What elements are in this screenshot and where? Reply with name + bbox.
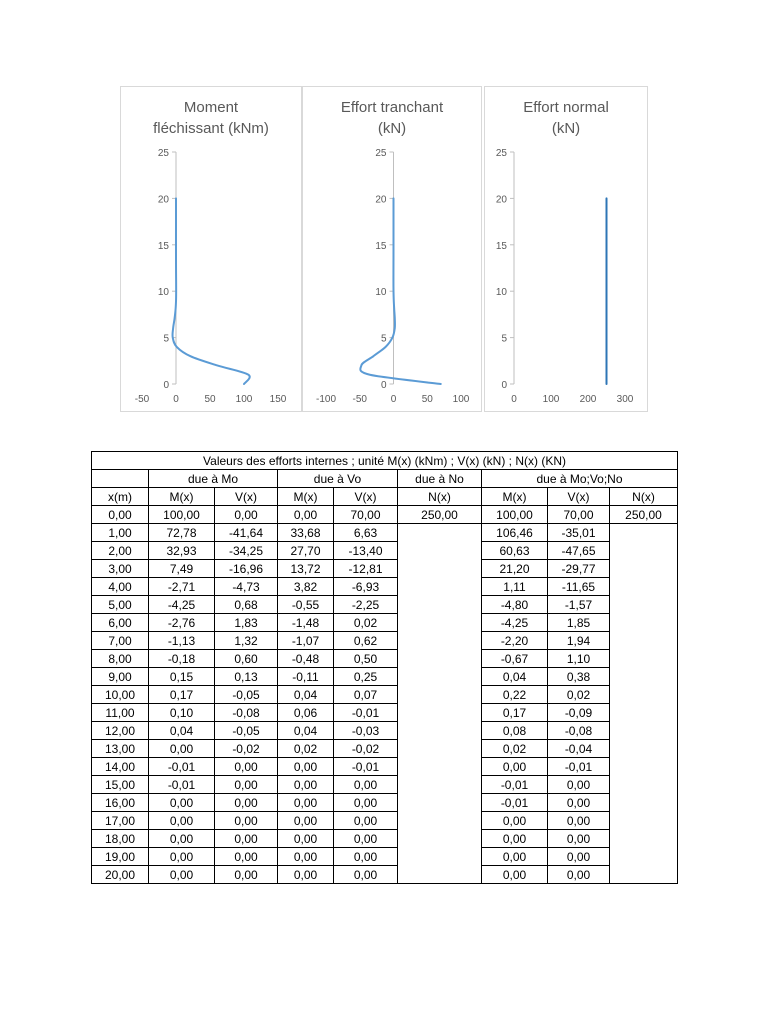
column-header: M(x) <box>278 488 334 506</box>
table-row <box>92 650 678 668</box>
table-cell: 1,94 <box>548 632 610 650</box>
table-group-header-row <box>92 470 678 488</box>
table-cell <box>610 542 678 560</box>
table-cell: -4,80 <box>482 596 548 614</box>
table-cell: 0,02 <box>334 614 398 632</box>
table-cell: 0,38 <box>548 668 610 686</box>
y-tick-label: 15 <box>495 240 507 252</box>
table-cell: 0,00 <box>482 758 548 776</box>
table-cell: -0,05 <box>215 686 278 704</box>
table-cell <box>398 632 482 650</box>
table-cell: 0,00 <box>548 794 610 812</box>
table-row <box>92 740 678 758</box>
table-cell: -34,25 <box>215 542 278 560</box>
table-cell <box>398 560 482 578</box>
table-cell: -0,11 <box>278 668 334 686</box>
table-cell: -0,67 <box>482 650 548 668</box>
y-tick-label: 5 <box>501 333 507 345</box>
x-tick-label: 300 <box>616 394 634 405</box>
y-tick-label: 20 <box>157 194 169 206</box>
table-cell: 0,00 <box>334 776 398 794</box>
table-cell: 17,00 <box>92 812 149 830</box>
y-tick-label: 0 <box>163 380 169 391</box>
table-cell <box>610 740 678 758</box>
table-cell <box>610 578 678 596</box>
table-cell: 0,00 <box>334 794 398 812</box>
table-cell: 7,49 <box>149 560 215 578</box>
table-cell: -2,25 <box>334 596 398 614</box>
table-cell: 0,00 <box>278 506 334 524</box>
table-cell: -41,64 <box>215 524 278 542</box>
table-cell: 20,00 <box>92 866 149 884</box>
table-cell: 12,00 <box>92 722 149 740</box>
table-cell: -0,02 <box>215 740 278 758</box>
table-cell <box>398 740 482 758</box>
table-cell <box>610 668 678 686</box>
x-tick-label: -50 <box>352 394 367 405</box>
column-header: V(x) <box>334 488 398 506</box>
table-cell: 0,04 <box>482 668 548 686</box>
table-cell <box>610 524 678 542</box>
table-cell <box>398 812 482 830</box>
table-cell <box>610 632 678 650</box>
table-cell: 6,63 <box>334 524 398 542</box>
table-cell: 9,00 <box>92 668 149 686</box>
x-tick-label: 150 <box>269 394 287 405</box>
y-tick-label: 25 <box>157 148 169 159</box>
table-cell: 0,62 <box>334 632 398 650</box>
table-row <box>92 524 678 542</box>
column-header: N(x) <box>398 488 482 506</box>
y-tick-label: 25 <box>495 148 507 159</box>
table-cell: 0,04 <box>278 686 334 704</box>
table-cell: -0,05 <box>215 722 278 740</box>
x-tick-label: -50 <box>134 394 150 405</box>
chart-title-line: fléchissant (kNm) <box>153 120 269 137</box>
table-cell <box>398 596 482 614</box>
table-cell: 5,00 <box>92 596 149 614</box>
table-cell: 0,60 <box>215 650 278 668</box>
table-cell: -0,48 <box>278 650 334 668</box>
column-header: M(x) <box>149 488 215 506</box>
table-cell: 60,63 <box>482 542 548 560</box>
table-cell: 0,00 <box>548 866 610 884</box>
table-cell: -0,01 <box>334 758 398 776</box>
table-cell: 0,00 <box>334 848 398 866</box>
column-header: N(x) <box>610 488 678 506</box>
table-row <box>92 578 678 596</box>
table-cell: 0,00 <box>334 812 398 830</box>
table-cell: -0,09 <box>548 704 610 722</box>
table-cell: -29,77 <box>548 560 610 578</box>
table-cell: -1,48 <box>278 614 334 632</box>
table-cell: 250,00 <box>398 506 482 524</box>
y-tick-label: 15 <box>157 240 169 252</box>
table-cell <box>398 686 482 704</box>
table-cell: 0,10 <box>149 704 215 722</box>
chart-effort-normal <box>485 87 649 413</box>
table-row <box>92 848 678 866</box>
table-cell: -0,01 <box>548 758 610 776</box>
table-cell: -4,25 <box>149 596 215 614</box>
y-tick-label: 10 <box>157 287 169 299</box>
table-cell: 0,00 <box>278 866 334 884</box>
table-cell: 0,00 <box>548 776 610 794</box>
table-cell: 0,15 <box>149 668 215 686</box>
column-header: M(x) <box>482 488 548 506</box>
table-cell: 0,00 <box>215 848 278 866</box>
table-cell <box>398 794 482 812</box>
x-tick-label: 200 <box>579 394 597 405</box>
table-cell: -0,04 <box>548 740 610 758</box>
y-tick-label: 5 <box>163 333 169 345</box>
table-cell <box>398 830 482 848</box>
table-cell: 0,00 <box>482 830 548 848</box>
table-row <box>92 596 678 614</box>
table-cell <box>610 596 678 614</box>
table-cell: -0,18 <box>149 650 215 668</box>
table-cell: 0,00 <box>278 848 334 866</box>
table-cell: 0,00 <box>215 830 278 848</box>
table-cell: 18,00 <box>92 830 149 848</box>
group-header-vo: due à Vo <box>278 470 398 488</box>
table-cell: -0,08 <box>548 722 610 740</box>
table-row <box>92 632 678 650</box>
table-cell: -2,71 <box>149 578 215 596</box>
table-row <box>92 722 678 740</box>
table-cell: 0,50 <box>334 650 398 668</box>
table-cell: 0,02 <box>278 740 334 758</box>
table-cell: 10,00 <box>92 686 149 704</box>
table-cell: 0,00 <box>548 812 610 830</box>
table-cell: 1,32 <box>215 632 278 650</box>
table-cell: 0,04 <box>278 722 334 740</box>
table-cell <box>398 776 482 794</box>
x-tick-label: 100 <box>542 394 560 405</box>
table-cell: 0,00 <box>278 758 334 776</box>
table-cell: -16,96 <box>215 560 278 578</box>
table-row <box>92 686 678 704</box>
table-cell: 0,02 <box>482 740 548 758</box>
chart-moment <box>121 87 303 413</box>
table-cell <box>398 650 482 668</box>
table-cell <box>610 614 678 632</box>
table-cell: -0,01 <box>334 704 398 722</box>
table-cell: 4,00 <box>92 578 149 596</box>
table-cell <box>610 686 678 704</box>
table-cell: 0,00 <box>215 794 278 812</box>
table-row <box>92 776 678 794</box>
y-tick-label: 25 <box>375 148 387 159</box>
series-line <box>360 198 440 384</box>
table-cell: -0,01 <box>482 794 548 812</box>
table-cell: 0,00 <box>334 830 398 848</box>
y-tick-label: 10 <box>495 287 507 299</box>
table-row <box>92 830 678 848</box>
table-cell: 0,00 <box>548 848 610 866</box>
table-cell: 1,83 <box>215 614 278 632</box>
table-cell: 0,00 <box>215 776 278 794</box>
table-row <box>92 560 678 578</box>
y-tick-label: 15 <box>375 240 387 252</box>
table-cell: -0,55 <box>278 596 334 614</box>
chart-panel-effort-normal <box>484 86 648 412</box>
x-tick-label: 50 <box>421 394 433 405</box>
table-row <box>92 668 678 686</box>
table-cell: 0,00 <box>215 812 278 830</box>
table-cell: 0,68 <box>215 596 278 614</box>
table-cell: -6,93 <box>334 578 398 596</box>
table-cell: 70,00 <box>334 506 398 524</box>
column-header: V(x) <box>215 488 278 506</box>
table-cell: 1,00 <box>92 524 149 542</box>
table-cell: 0,00 <box>482 812 548 830</box>
table-cell: -0,08 <box>215 704 278 722</box>
table-cell: -13,40 <box>334 542 398 560</box>
table-cell: 13,00 <box>92 740 149 758</box>
table-cell <box>398 668 482 686</box>
table-cell: 0,17 <box>149 686 215 704</box>
table-cell: -0,02 <box>334 740 398 758</box>
chart-panel-moment <box>120 86 302 412</box>
column-header: x(m) <box>92 488 149 506</box>
table-cell: 14,00 <box>92 758 149 776</box>
table-cell: 27,70 <box>278 542 334 560</box>
x-tick-label: 0 <box>390 394 397 405</box>
y-tick-label: 20 <box>495 194 507 206</box>
table-cell: 0,00 <box>548 830 610 848</box>
table-cell: -11,65 <box>548 578 610 596</box>
table-cell: 0,00 <box>92 506 149 524</box>
table-cell: 11,00 <box>92 704 149 722</box>
table-cell: 15,00 <box>92 776 149 794</box>
table-cell: 0,00 <box>334 866 398 884</box>
table-cell <box>610 560 678 578</box>
x-tick-label: 100 <box>452 394 470 405</box>
table-row <box>92 812 678 830</box>
table-row <box>92 542 678 560</box>
series-line <box>172 198 249 384</box>
table-row <box>92 866 678 884</box>
table-cell <box>610 776 678 794</box>
chart-title-line: Moment <box>183 99 239 116</box>
table-cell: 1,85 <box>548 614 610 632</box>
table-cell <box>398 866 482 884</box>
chart-effort-tranchant <box>303 87 483 413</box>
table-cell <box>610 812 678 830</box>
table-cell: 3,82 <box>278 578 334 596</box>
table-cell <box>610 704 678 722</box>
table-cell: 0,06 <box>278 704 334 722</box>
x-tick-label: -100 <box>315 394 337 405</box>
table-cell: 0,22 <box>482 686 548 704</box>
table-cell: 0,00 <box>482 848 548 866</box>
table-cell <box>398 758 482 776</box>
table-row <box>92 758 678 776</box>
table-cell: 0,13 <box>215 668 278 686</box>
chart-panel-effort-tranchant <box>302 86 482 412</box>
table-cell: 0,00 <box>278 812 334 830</box>
table-cell <box>398 578 482 596</box>
y-tick-label: 20 <box>375 194 387 206</box>
table-row <box>92 704 678 722</box>
group-header-combined: due à Mo;Vo;No <box>482 470 678 488</box>
table-cell: 0,00 <box>278 794 334 812</box>
table-cell: 0,02 <box>548 686 610 704</box>
table-cell: 0,00 <box>215 758 278 776</box>
table-cell <box>398 542 482 560</box>
table-cell: -35,01 <box>548 524 610 542</box>
table-cell: 0,00 <box>149 812 215 830</box>
table-cell: 32,93 <box>149 542 215 560</box>
table-column-header-row <box>92 488 678 506</box>
table-cell: 6,00 <box>92 614 149 632</box>
table-cell: 72,78 <box>149 524 215 542</box>
table-cell <box>398 614 482 632</box>
table-cell <box>398 704 482 722</box>
table-cell <box>610 866 678 884</box>
table-cell: -0,01 <box>482 776 548 794</box>
table-cell <box>610 794 678 812</box>
table-row <box>92 614 678 632</box>
table-caption-row <box>92 452 678 470</box>
table-cell: 100,00 <box>149 506 215 524</box>
table-cell <box>398 524 482 542</box>
table-cell: -1,07 <box>278 632 334 650</box>
x-tick-label: 50 <box>204 394 216 405</box>
group-header-no: due à No <box>398 470 482 488</box>
y-tick-label: 5 <box>380 333 387 345</box>
table-cell <box>610 830 678 848</box>
table-cell: 0,00 <box>149 848 215 866</box>
table-cell: -0,01 <box>149 776 215 794</box>
internal-forces-table <box>91 451 678 884</box>
chart-title-line: Effort tranchant <box>340 99 444 116</box>
table-cell <box>610 848 678 866</box>
table-cell: -0,01 <box>149 758 215 776</box>
table-corner-cell <box>92 470 149 488</box>
table-cell: 21,20 <box>482 560 548 578</box>
table-cell: 13,72 <box>278 560 334 578</box>
table-cell <box>398 848 482 866</box>
table-cell: 8,00 <box>92 650 149 668</box>
table-cell: 0,00 <box>149 830 215 848</box>
table-cell <box>610 758 678 776</box>
table-cell: -2,76 <box>149 614 215 632</box>
table-cell: 0,04 <box>149 722 215 740</box>
column-header: V(x) <box>548 488 610 506</box>
table-cell: 7,00 <box>92 632 149 650</box>
chart-title-line: (kN) <box>377 120 407 137</box>
table-cell: 1,11 <box>482 578 548 596</box>
table-cell: 0,00 <box>149 794 215 812</box>
table-row <box>92 506 678 524</box>
table-cell: 0,00 <box>215 506 278 524</box>
table-cell: 0,00 <box>149 866 215 884</box>
table-cell: 106,46 <box>482 524 548 542</box>
table-cell: 0,25 <box>334 668 398 686</box>
table-row <box>92 794 678 812</box>
table-cell: 0,00 <box>278 776 334 794</box>
table-cell: -4,25 <box>482 614 548 632</box>
table-cell: 2,00 <box>92 542 149 560</box>
x-tick-label: 100 <box>235 394 253 405</box>
table-caption: Valeurs des efforts internes ; unité M(x) (kNm) ; V(x) (kN) ; N(x) (KN) <box>92 452 678 470</box>
table-cell: 1,10 <box>548 650 610 668</box>
table-cell: -12,81 <box>334 560 398 578</box>
table-cell: -4,73 <box>215 578 278 596</box>
table-cell: 16,00 <box>92 794 149 812</box>
table-cell: 0,07 <box>334 686 398 704</box>
table-cell <box>398 722 482 740</box>
table-cell: 70,00 <box>548 506 610 524</box>
table-cell: -1,57 <box>548 596 610 614</box>
table-cell: 0,00 <box>278 830 334 848</box>
table-cell: -1,13 <box>149 632 215 650</box>
y-tick-label: 0 <box>380 380 387 391</box>
table-cell: 0,08 <box>482 722 548 740</box>
table-cell: 0,00 <box>215 866 278 884</box>
y-tick-label: 10 <box>375 287 387 299</box>
chart-title-line: (kN) <box>551 120 581 137</box>
table-cell: 19,00 <box>92 848 149 866</box>
table-cell <box>610 650 678 668</box>
x-tick-label: 0 <box>173 394 179 405</box>
table-cell: 0,00 <box>482 866 548 884</box>
table-cell: 250,00 <box>610 506 678 524</box>
y-tick-label: 0 <box>501 380 507 391</box>
table-cell <box>610 722 678 740</box>
x-tick-label: 0 <box>511 394 517 405</box>
table-cell: 0,17 <box>482 704 548 722</box>
table-cell: 3,00 <box>92 560 149 578</box>
table-cell: 0,00 <box>149 740 215 758</box>
table-cell: -2,20 <box>482 632 548 650</box>
table-cell: -0,03 <box>334 722 398 740</box>
chart-title-line: Effort normal <box>523 99 609 116</box>
table-cell: 100,00 <box>482 506 548 524</box>
table-cell: -47,65 <box>548 542 610 560</box>
table-cell: 33,68 <box>278 524 334 542</box>
group-header-mo: due à Mo <box>149 470 278 488</box>
